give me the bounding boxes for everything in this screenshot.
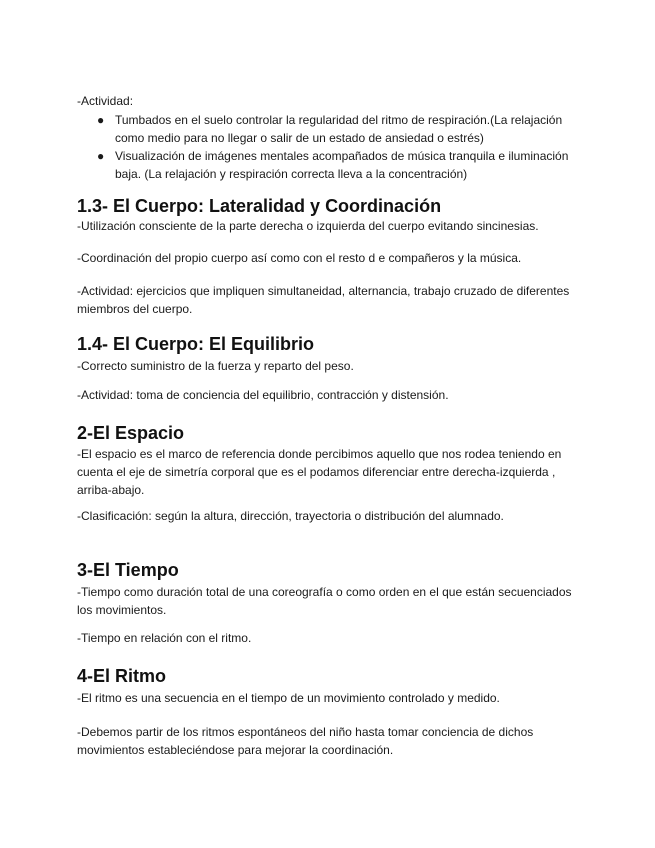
paragraph: -Actividad: toma de conciencia del equilibrio, contracción y distensión.	[77, 388, 449, 402]
paragraph: -Clasificación: según la altura, dirección, trayectoria o distribución del alumnado.	[77, 509, 504, 523]
bullet-icon: ●	[97, 113, 105, 127]
paragraph: -El ritmo es una secuencia en el tiempo de un movimiento controlado y medido.	[77, 691, 500, 705]
heading-ritmo: 4-El Ritmo	[77, 666, 167, 686]
paragraph: -Tiempo como duración total de una coreografía o como orden en el que están secuenciados los movimientos.	[77, 585, 572, 617]
heading-lateralidad: 1.3- El Cuerpo: Lateralidad y Coordinación	[77, 196, 442, 216]
paragraph: -Utilización consciente de la parte derecha o izquierda del cuerpo evitando sincinesias.	[77, 219, 539, 233]
heading-tiempo: 3-El Tiempo	[77, 560, 179, 580]
bullet-icon: ●	[97, 149, 105, 163]
paragraph: -Actividad: ejercicios que impliquen simultaneidad, alternancia, trabajo cruzado de diferentes miembros del cuerpo.	[77, 284, 570, 316]
paragraph: -El espacio es el marco de referencia donde percibimos aquello que nos rodea teniendo en cuenta el eje de simetría corporal que es el podamos diferenciar entre derecha-izquierda , arriba-abajo.	[77, 447, 562, 497]
paragraph: -Debemos partir de los ritmos espontáneos del niño hasta tomar conciencia de dichos movimientos estableciéndose para mejorar la coordinación.	[77, 725, 534, 757]
bullet-item	[77, 147, 587, 183]
paragraph: -Coordinación del propio cuerpo así como con el resto d e compañeros y la música.	[77, 251, 522, 265]
heading-espacio: 2-El Espacio	[77, 423, 185, 443]
activity-bullet-list	[77, 111, 587, 183]
paragraph: -Tiempo en relación con el ritmo.	[77, 631, 252, 645]
bullet-item	[77, 111, 587, 147]
bullet-text: Visualización de imágenes mentales acompañados de música tranquila e iluminación baja. (La relajación y respiración correcta lleva a la concentración)	[115, 149, 569, 181]
activity-label: -Actividad:	[77, 94, 134, 108]
heading-equilibrio: 1.4- El Cuerpo: El Equilibrio	[77, 334, 315, 354]
paragraph: -Correcto suministro de la fuerza y reparto del peso.	[77, 359, 354, 373]
bullet-text: Tumbados en el suelo controlar la regularidad del ritmo de respiración.(La relajación como medio para no llegar o salir de un estado de ansiedad o estrés)	[115, 113, 563, 145]
